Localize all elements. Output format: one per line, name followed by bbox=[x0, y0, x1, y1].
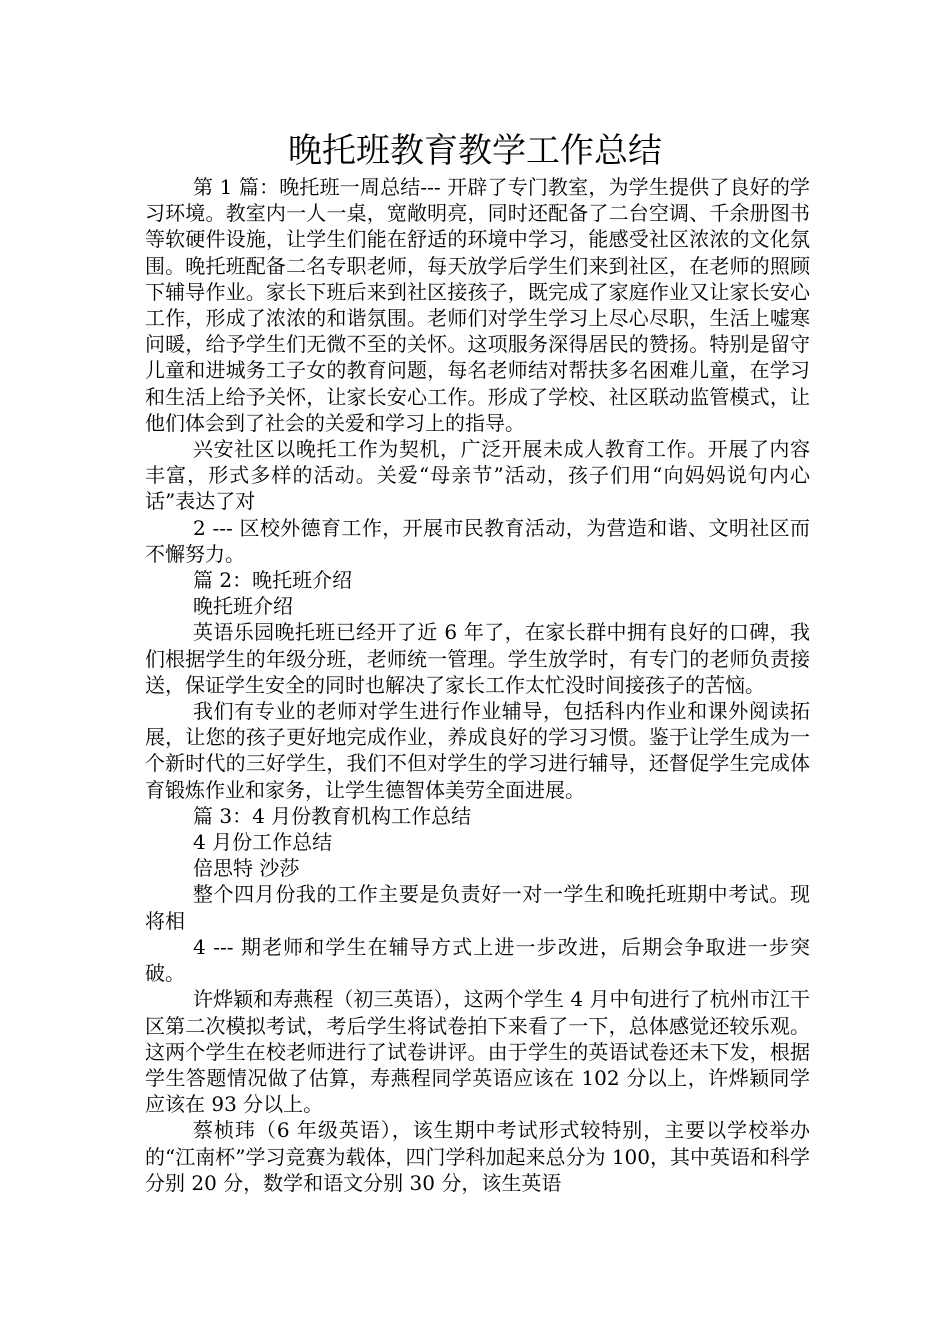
paragraph-english-park: 英语乐园晚托班已经开了近 6 年了，在家长群中拥有良好的口碑，我们根据学生的年级分班，老师统一管理。学生放学时，有专门的老师负责接送，保证学生安全的同时也解决了家长工作太忙没时间接孩子的苦恼。 bbox=[145, 620, 810, 697]
section-heading-part3: 篇 3：4 月份教育机构工作总结 bbox=[193, 803, 472, 828]
paragraph-grade6-english: 蔡桢玮（6 年级英语），该生期中考试形式较特别，主要以学校举办的“江南杯”学习竞赛为载体，四门学科加起来总分为 100，其中英语和科学分别 20 分，数学和语文分别 30 分，该生英语 bbox=[145, 1118, 810, 1195]
paragraph-moral-education: 2 --- 区校外德育工作，开展市民教育活动，为营造和谐、文明社区而不懈努力。 bbox=[145, 515, 810, 566]
author-line: 倍思特 沙莎 bbox=[193, 856, 300, 881]
section-heading-part2: 篇 2：晚托班介绍 bbox=[193, 568, 353, 593]
subheading-april-summary: 4 月份工作总结 bbox=[193, 830, 333, 855]
paragraph-homework-tutoring: 我们有专业的老师对学生进行作业辅导，包括科内作业和课外阅读拓展，让您的孩子更好地完成作业，养成良好的学习习惯。鉴于让学生成为一个新时代的三好学生，我们不但对学生的学习进行辅导，还督促学生完成体育锻炼作业和家务，让学生德智体美劳全面进展。 bbox=[145, 699, 810, 802]
paragraph-community-activities: 兴安社区以晚托工作为契机，广泛开展未成人教育工作。开展了内容丰富，形式多样的活动。关爱“母亲节”活动，孩子们用“向妈妈说句内心话”表达了对 bbox=[145, 437, 810, 514]
paragraph-part1-summary: 第 1 篇：晚托班一周总结--- 开辟了专门教室，为学生提供了良好的学习环境。教室内一人一桌，宽敞明亮，同时还配备了二台空调、千余册图书等软硬件设施，让学生们能在舒适的环境中学习，能感受社区浓浓的文化氛围。晚托班配备二名专职老师，每天放学后学生们来到社区，在老师的照顾下辅导作业。家长下班后来到社区接孩子，既完成了家庭作业又让家长安心工作，形成了浓浓的和谐氛围。老师们对学生学习上尽心尽职，生活上嘘寒问暖，给予学生们无微不至的关怀。这项服务深得居民的赞扬。特别是留守儿童和进城务工子女的教育问题，每名老师结对帮扶多名困难儿童，在学习和生活上给予关怀，让家长安心工作。形成了学校、社区联动监管模式，让他们体会到了社会的关爱和学习上的指导。 bbox=[145, 175, 810, 435]
document-body bbox=[145, 174, 810, 1196]
document-title: 晚托班教育教学工作总结 bbox=[288, 131, 662, 171]
paragraph-april-work: 整个四月份我的工作主要是负责好一对一学生和晚托班期中考试。现将相 bbox=[145, 882, 810, 933]
paragraph-exam-students: 许烨颖和寿燕程（初三英语），这两个学生 4 月中旬进行了杭州市江干区第二次模拟考试，考后学生将试卷拍下来看了一下，总体感觉还较乐观。这两个学生在校老师进行了试卷讲评。由于学生的英语试卷还未下发，根据学生答题情况做了估算，寿燕程同学英语应该在 102 分以上，许烨颖同学应该在 93 分以上。 bbox=[145, 987, 810, 1117]
paragraph-improvement: 4 --- 期老师和学生在辅导方式上进一步改进，后期会争取进一步突破。 bbox=[145, 934, 810, 986]
subheading-intro: 晚托班介绍 bbox=[193, 594, 293, 619]
